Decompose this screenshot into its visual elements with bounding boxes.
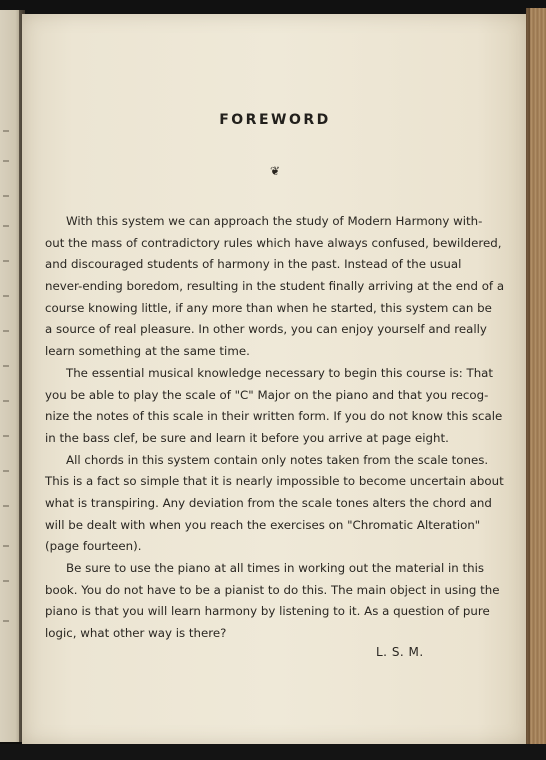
text-line: logic, what other way is there? [45,626,227,641]
text-line: learn something at the same time. [45,344,250,359]
text-line: nize the notes of this scale in their written form. If you do not know this scale [45,409,503,424]
page-edge-shadow [526,8,530,748]
paragraph-4 [45,558,500,645]
foreword-body [45,211,505,645]
text-line: what is transpiring. Any deviation from the scale tones alters the chord and [45,495,492,510]
author-signature: L. S. M. [376,645,424,659]
text-line: (page fourteen). [45,539,142,554]
text-line: piano is that you will learn harmony by listening to it. As a question of pure [45,604,490,619]
text-line: This is a fact so simple that it is nearly impossible to become uncertain about [45,474,504,489]
document-page [22,14,528,744]
text-line: never-ending boredom, resulting in the student finally arriving at the end of a [45,279,505,294]
text-line: in the bass clef, be sure and learn it before you arrive at page eight. [45,430,449,445]
text-line: course knowing little, if any more than when he started, this system can be [45,300,492,315]
text-line: a source of real pleasure. In other words, you can enjoy yourself and really [45,322,487,337]
text-line: All chords in this system contain only notes taken from the scale tones. [66,452,489,467]
text-line: out the mass of contradictory rules which have always confused, bewildered, [45,235,502,250]
page-title: FOREWORD [219,112,331,128]
text-line: book. You do not have to be a pianist to do this. The main object in using the [45,582,500,597]
text-line: will be dealt with when you reach the exercises on "Chromatic Alteration" [45,517,481,532]
text-line: The essential musical knowledge necessary to begin this course is: That [66,365,494,380]
text-line: you be able to play the scale of "C" Major on the piano and that you recog- [45,387,489,402]
text-line: and discouraged students of harmony in the past. Instead of the usual [45,257,462,272]
text-line: With this system we can approach the study of Modern Harmony with- [66,214,483,228]
paragraph-2 [45,363,503,450]
ornament-icon: ❦ [269,164,281,178]
paragraph-1 [45,211,505,363]
scan-background-bottom [0,744,546,760]
paragraph-3 [45,450,504,558]
text-line: Be sure to use the piano at all times in working out the material in this [66,561,485,575]
